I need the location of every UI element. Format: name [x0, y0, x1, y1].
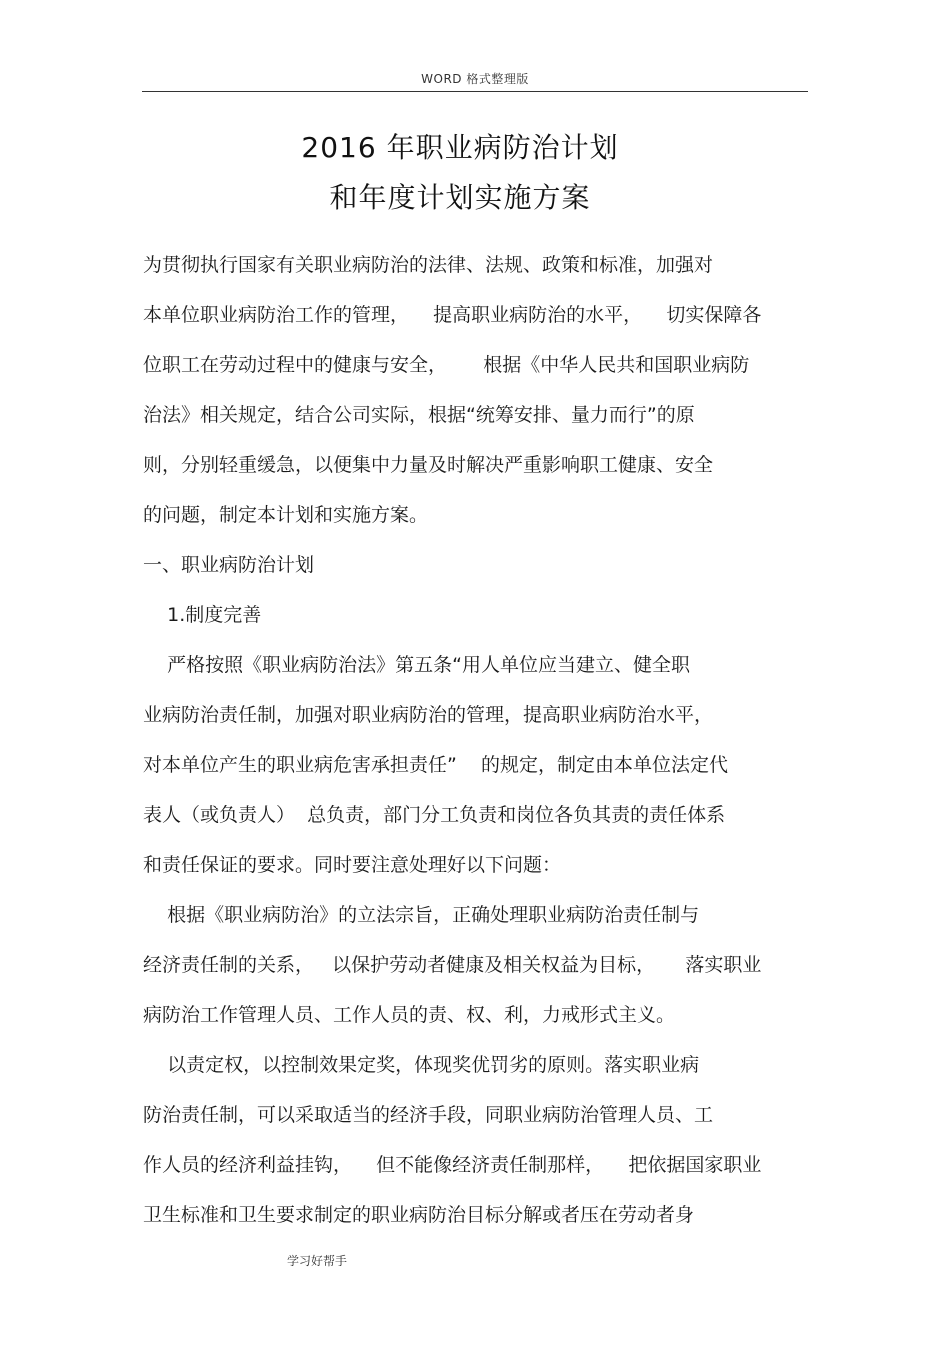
body-line: 作人员的经济利益挂钩， 但不能像经济责任制那样， 把依据国家职业 [143, 1154, 762, 1176]
body-line: 以责定权，以控制效果定奖，体现奖优罚劣的原则。落实职业病 [143, 1054, 700, 1076]
body-line: 防治责任制，可以采取适当的经济手段，同职业病防治管理人员、工 [143, 1104, 714, 1126]
body-line: 本单位职业病防治工作的管理， 提高职业病防治的水平， 切实保障各 [143, 304, 762, 326]
body-line: 则，分别轻重缓急，以便集中力量及时解决严重影响职工健康、安全 [143, 454, 714, 476]
document-title-line-2: 和年度计划实施方案 [329, 181, 591, 214]
section-heading: 一、职业病防治计划 [143, 554, 315, 576]
body-line: 和责任保证的要求。同时要注意处理好以下问题： [143, 854, 562, 876]
body-line: 严格按照《职业病防治法》第五条“用人单位应当建立、健全职 [143, 654, 691, 676]
body-line: 病防治工作管理人员、工作人员的责、权、利，力戒形式主义。 [143, 1004, 676, 1026]
body-line: 治法》相关规定，结合公司实际，根据“统筹安排、量力而行”的原 [143, 404, 695, 426]
body-line: 业病防治责任制，加强对职业病防治的管理，提高职业病防治水平， [143, 704, 714, 726]
body-line: 为贯彻执行国家有关职业病防治的法律、法规、政策和标准，加强对 [143, 254, 714, 276]
body-line: 经济责任制的关系， 以保护劳动者健康及相关权益为目标， 落实职业 [143, 954, 762, 976]
header-divider [142, 91, 808, 92]
page-footer-label: 学习好帮手 [287, 1254, 348, 1268]
subsection-heading: 1.制度完善 [143, 604, 262, 626]
body-line: 根据《职业病防治》的立法宗旨，正确处理职业病防治责任制与 [143, 904, 700, 926]
body-line: 表人（或负责人） 总负责，部门分工负责和岗位各负其责的责任体系 [143, 804, 726, 826]
body-line: 的问题，制定本计划和实施方案。 [143, 504, 429, 526]
body-line: 对本单位产生的职业病危害承担责任” 的规定，制定由本单位法定代 [143, 754, 729, 776]
body-line: 位职工在劳动过程中的健康与安全， 根据《中华人民共和国职业病防 [143, 354, 750, 376]
body-line: 卫生标准和卫生要求制定的职业病防治目标分解或者压在劳动者身 [143, 1204, 695, 1226]
page-header-label: WORD 格式整理版 [421, 72, 529, 86]
document-title-line-1: 2016 年职业病防治计划 [301, 131, 619, 164]
